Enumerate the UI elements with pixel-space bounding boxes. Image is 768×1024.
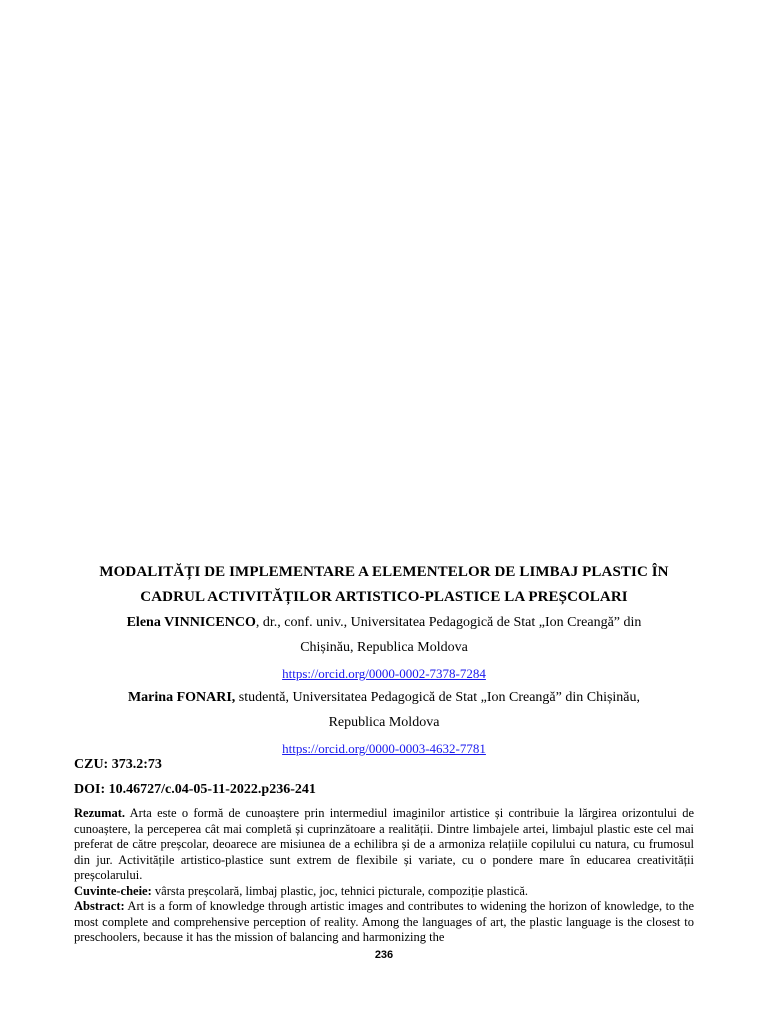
abstract-text: Art is a form of knowledge through artistic images and contributes to widening the horizon of knowledge, to the most complete and comprehensive perception of reality. Among the languages of art, the plastic language is the closest to preschoolers, because it has the mission of balancing and harmonizing the (74, 899, 694, 944)
title-line-2: CADRUL ACTIVITĂȚILOR ARTISTICO-PLASTICE LA PREȘCOLARI (140, 589, 628, 605)
author-2-name: Marina FONARI, (127, 690, 236, 705)
author-1-orcid-link[interactable]: https://orcid.org/0000-0002-7378-7284 (282, 666, 486, 681)
author-2-affiliation-cont: Republica Moldova (328, 715, 440, 730)
abstract-paragraph (74, 899, 694, 946)
keywords-label: Cuvinte-cheie: (74, 883, 152, 898)
rezumat-paragraph (74, 806, 694, 884)
title-line-1: MODALITĂȚI DE IMPLEMENTARE A ELEMENTELOR DE LIMBAJ PLASTIC ÎN (99, 564, 669, 580)
keywords-text: vârsta preșcolară, limbaj plastic, joc, tehnici picturale, compoziție plastică. (151, 883, 529, 898)
author-1-affiliation-cont: Chișinău, Republica Moldova (300, 640, 468, 655)
author-2-orcid-link[interactable]: https://orcid.org/0000-0003-4632-7781 (282, 741, 486, 756)
author-2-line (0, 690, 768, 706)
abstract-label: Abstract: (74, 899, 125, 913)
author-1-line (0, 615, 768, 631)
keywords-paragraph (74, 884, 694, 900)
author-2-orcid-row (0, 740, 768, 758)
rezumat-text: Arta este o formă de cunoaștere prin intermediul imaginilor artistice și contribuie la lărgirea orizontului de cunoaștere, la perceperea cât mai completă și cuprinzătoare a realității. Dintre limbajele artei, limbajul plastic este cel mai preferat de către preșcolar, deoarece are misiunea de a echilibra și de a armoniza relațiile copilului cu natura, cu frumosul din jur. Activitățile artistico-plastice sunt extrem de flexibile și variate, cu o pondere mare în educarea creativității preșcolarului. (74, 806, 694, 882)
author-1-affiliation: , dr., conf. univ., Universitatea Pedagogică de Stat „Ion Creangă” din (255, 615, 642, 630)
page-number: 236 (374, 949, 394, 961)
author-2-affiliation: studentă, Universitatea Pedagogică de Stat „Ion Creangă” din Chișinău, (235, 690, 641, 705)
author-1-name: Elena VINNICENCO (126, 615, 256, 630)
abstract-block (74, 806, 694, 946)
doi: DOI: 10.46727/c.04-05-11-2022.p236-241 (74, 782, 316, 797)
czu-code: CZU: 373.2:73 (74, 757, 162, 772)
author-1-orcid-row (0, 665, 768, 683)
rezumat-label: Rezumat. (74, 806, 126, 820)
